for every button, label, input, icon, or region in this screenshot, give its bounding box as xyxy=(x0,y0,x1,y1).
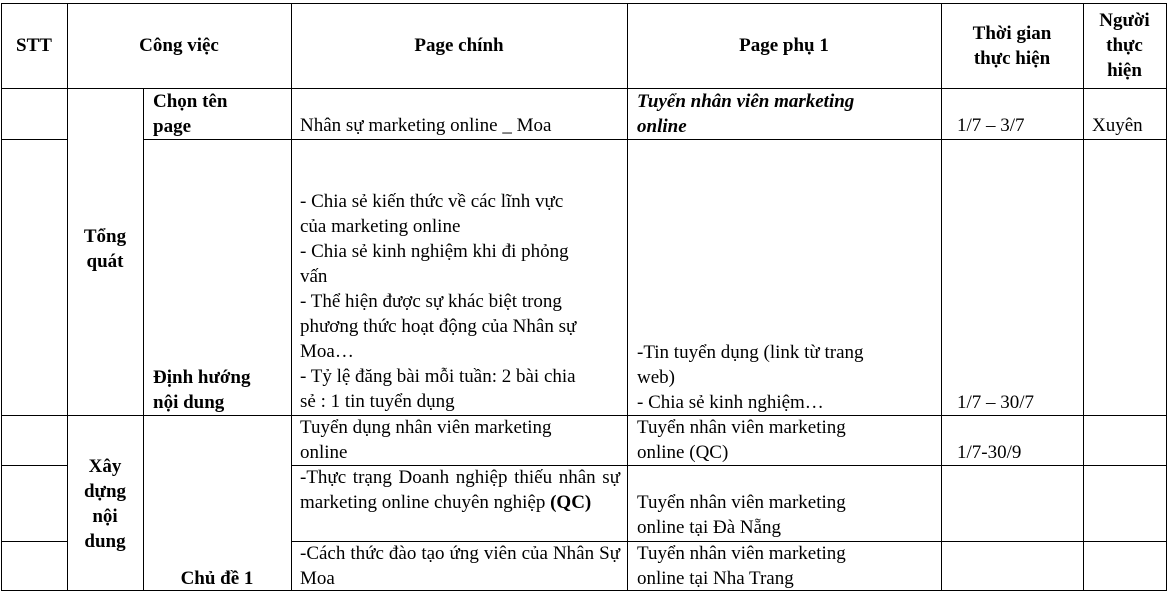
header-page-chinh: Page chính xyxy=(414,35,504,56)
header-thoi-gian: Thời gian thực hiện xyxy=(972,22,1052,69)
border-col-group xyxy=(143,88,144,591)
page-phu-dinh-huong: -Tin tuyển dụng (link từ trang web) - Chia sẻ kinh nghiệm… xyxy=(637,342,864,413)
border-col-task xyxy=(291,3,292,591)
border-left xyxy=(1,3,2,591)
header-page-phu: Page phụ 1 xyxy=(739,35,829,56)
person-chon-ten: Xuyên xyxy=(1092,115,1143,136)
page-chinh-item-2: -Thực trạng Doanh nghiệp thiếu nhân sự marketing online chuyên nghiệp (QC) xyxy=(300,467,620,513)
page-chinh-dinh-huong: - Chia sẻ kiến thức về các lĩnh vực của marketing online - Chia sẻ kinh nghiệm khi đi phỏng vấn - Thể hiện được sự khác biệt trong phương thức hoạt động của Nhân sự Moa… - Tỷ lệ đăng bài mỗi tuần: 2 bài chia sẻ : 1 tin tuyển dụng xyxy=(300,191,577,412)
border-row1-bottom xyxy=(1,139,67,140)
page-chinh-item-1: Tuyển dụng nhân viên marketing online xyxy=(300,417,552,463)
border-row3-bottom xyxy=(1,465,67,466)
page-phu-item-3: Tuyển nhân viên marketing online tại Nha Trang xyxy=(637,543,846,589)
border-col-time xyxy=(1083,3,1084,591)
task-chu-de-1: Chủ đề 1 xyxy=(180,568,254,589)
page-chinh-item-3: -Cách thức đào tạo ứng viên của Nhân Sự Moa xyxy=(300,543,620,589)
page-phu-name: Tuyển nhân viên marketing online xyxy=(637,91,855,137)
page-phu-item-2: Tuyển nhân viên marketing online tại Đà Nẵng xyxy=(637,492,846,538)
task-chon-ten-page: Chọn tên page xyxy=(153,91,228,137)
header-nguoi-thuc-hien: Người thực hiện xyxy=(1099,10,1150,81)
time-dinh-huong: 1/7 – 30/7 xyxy=(957,392,1035,413)
group-tong-quat: Tổng quát xyxy=(83,226,127,272)
page-phu-item-1: Tuyển nhân viên marketing online (QC) xyxy=(637,417,846,463)
header-stt: STT xyxy=(16,35,52,56)
time-chu-de-1: 1/7-30/9 xyxy=(957,442,1022,463)
border-row4-bottom xyxy=(1,541,67,542)
task-dinh-huong-noi-dung: Định hướng nội dung xyxy=(153,367,251,413)
border-col-main xyxy=(627,3,628,591)
border-row1-bottom xyxy=(143,139,1167,140)
header-cong-viec: Công việc xyxy=(139,35,219,56)
border-right xyxy=(1166,3,1167,591)
group-xay-dung-noi-dung: Xây dựng nội dung xyxy=(83,456,127,552)
border-col-sub xyxy=(941,3,942,591)
page-chinh-name: Nhân sự marketing online _ Moa xyxy=(300,115,552,136)
time-chon-ten: 1/7 – 3/7 xyxy=(957,115,1025,136)
